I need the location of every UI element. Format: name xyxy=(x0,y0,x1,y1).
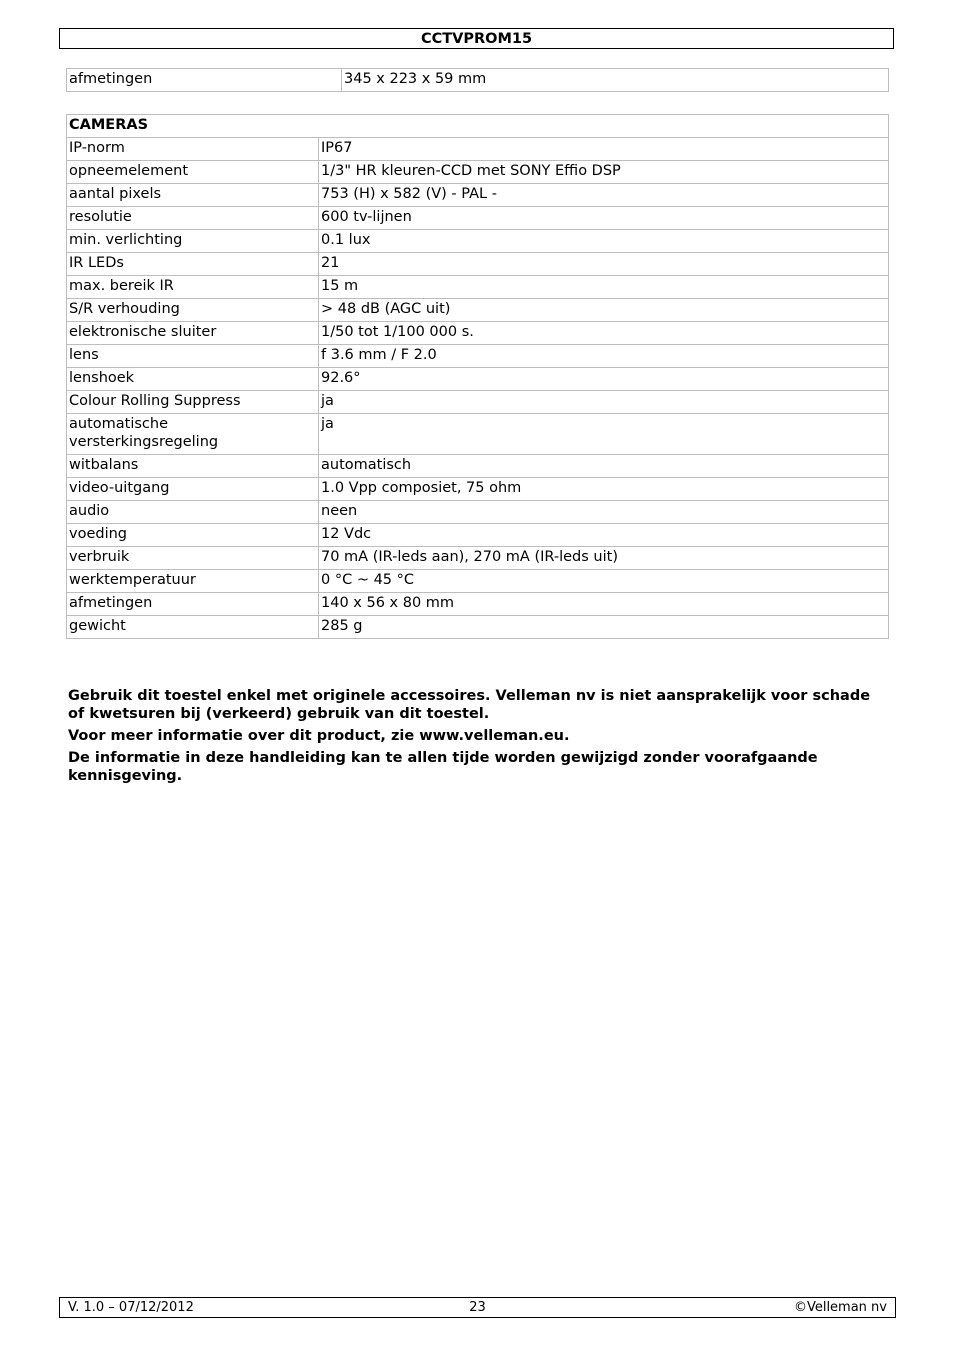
table-title-row xyxy=(67,115,889,138)
table-row xyxy=(67,299,889,322)
table-row xyxy=(67,547,889,570)
spec-value: 285 g xyxy=(319,616,889,639)
spec-label: elektronische sluiter xyxy=(67,322,319,345)
table-row xyxy=(67,478,889,501)
cameras-spec-table xyxy=(66,114,889,639)
spec-label: verbruik xyxy=(67,547,319,570)
table-row xyxy=(67,455,889,478)
spec-label: Colour Rolling Suppress xyxy=(67,391,319,414)
table-row xyxy=(67,593,889,616)
table-row xyxy=(67,207,889,230)
more-info-note: Voor meer informatie over dit product, zie www.velleman.eu. xyxy=(68,728,570,744)
spec-label: automatische versterkingsregeling xyxy=(67,414,319,455)
table-row xyxy=(67,138,889,161)
page-header xyxy=(59,28,894,49)
spec-value: 753 (H) x 582 (V) - PAL - xyxy=(319,184,889,207)
disclaimer-notes xyxy=(68,687,888,789)
spec-value: 1/3" HR kleuren-CCD met SONY Effio DSP xyxy=(319,161,889,184)
spec-label: lens xyxy=(67,345,319,368)
table-row xyxy=(67,524,889,547)
spec-label: S/R verhouding xyxy=(67,299,319,322)
spec-value: f 3.6 mm / F 2.0 xyxy=(319,345,889,368)
table-row xyxy=(67,368,889,391)
copyright: ©Velleman nv xyxy=(793,1300,887,1315)
table-row xyxy=(67,161,889,184)
spec-label: lenshoek xyxy=(67,368,319,391)
spec-value: IP67 xyxy=(319,138,889,161)
spec-value: > 48 dB (AGC uit) xyxy=(319,299,889,322)
table-row xyxy=(67,253,889,276)
spec-label: werktemperatuur xyxy=(67,570,319,593)
spec-label: aantal pixels xyxy=(67,184,319,207)
spec-value: neen xyxy=(319,501,889,524)
version-date: V. 1.0 – 07/12/2012 xyxy=(68,1300,194,1315)
spec-value: automatisch xyxy=(319,455,889,478)
table-row xyxy=(67,230,889,253)
spec-value: ja xyxy=(319,391,889,414)
page-footer xyxy=(59,1297,896,1318)
table-row xyxy=(67,69,889,92)
spec-label: gewicht xyxy=(67,616,319,639)
spec-label: IP-norm xyxy=(67,138,319,161)
spec-value: 345 x 223 x 59 mm xyxy=(342,69,889,92)
spec-label: video-uitgang xyxy=(67,478,319,501)
spec-label: opneemelement xyxy=(67,161,319,184)
table-row xyxy=(67,616,889,639)
spec-value: 12 Vdc xyxy=(319,524,889,547)
spec-value: 1.0 Vpp composiet, 75 ohm xyxy=(319,478,889,501)
spec-label: resolutie xyxy=(67,207,319,230)
table-row xyxy=(67,276,889,299)
table-title: CAMERAS xyxy=(67,115,889,138)
spec-label: IR LEDs xyxy=(67,253,319,276)
spec-value: 600 tv-lijnen xyxy=(319,207,889,230)
spec-label: afmetingen xyxy=(67,593,319,616)
spec-label: min. verlichting xyxy=(67,230,319,253)
spec-value: 92.6° xyxy=(319,368,889,391)
table-row xyxy=(67,391,889,414)
spec-value: ja xyxy=(319,414,889,455)
spec-value: 140 x 56 x 80 mm xyxy=(319,593,889,616)
spec-value: 0.1 lux xyxy=(319,230,889,253)
spec-value: 1/50 tot 1/100 000 s. xyxy=(319,322,889,345)
product-code: CCTVPROM15 xyxy=(420,31,533,47)
table-row xyxy=(67,570,889,593)
spec-value: 70 mA (IR-leds aan), 270 mA (IR-leds uit) xyxy=(319,547,889,570)
accessories-note: Gebruik dit toestel enkel met originele accessoires. Velleman nv is niet aansprakelijk voor schade of kwetsuren bij (verkeerd) gebruik van dit toestel. xyxy=(68,688,871,722)
spec-label: audio xyxy=(67,501,319,524)
table-row xyxy=(67,501,889,524)
spec-label: witbalans xyxy=(67,455,319,478)
table-row xyxy=(67,322,889,345)
spec-value: 21 xyxy=(319,253,889,276)
spec-value: 0 °C ~ 45 °C xyxy=(319,570,889,593)
spec-value: 15 m xyxy=(319,276,889,299)
table-row xyxy=(67,414,889,455)
spec-label: afmetingen xyxy=(67,69,342,92)
spec-label: voeding xyxy=(67,524,319,547)
table-row xyxy=(67,184,889,207)
monitor-spec-table xyxy=(66,68,889,92)
spec-label: max. bereik IR xyxy=(67,276,319,299)
page-number: 23 xyxy=(469,1300,486,1315)
table-row xyxy=(67,345,889,368)
change-notice: De informatie in deze handleiding kan te allen tijde worden gewijzigd zonder voorafgaande kennisgeving. xyxy=(68,750,818,784)
